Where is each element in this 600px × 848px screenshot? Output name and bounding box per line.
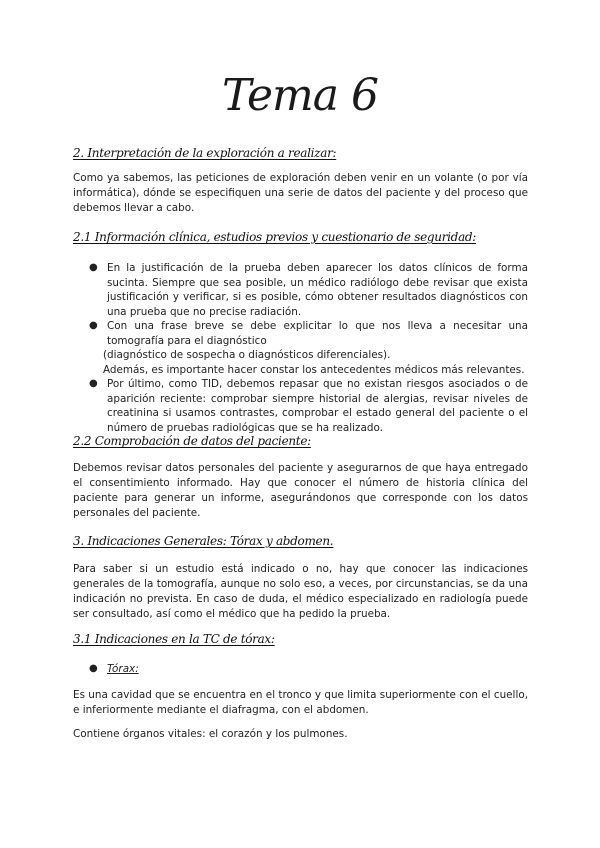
list-item-text: Con una frase breve se debe explicitar lo que nos lleva a necesitar una tomografía para el diagnóstico — [107, 320, 528, 347]
list-item — [73, 662, 528, 677]
section-3-1-paragraph-2: Contiene órganos vitales: el corazón y los pulmones. — [73, 728, 348, 740]
section-3-heading: 3. Indicaciones Generales: Tórax y abdomen. — [73, 534, 334, 548]
bullet-icon: ● — [89, 320, 98, 331]
section-3-1-heading: 3.1 Indicaciones en la TC de tórax: — [73, 632, 275, 646]
list-item — [73, 261, 528, 319]
list-item-text: Tórax: — [107, 663, 139, 675]
section-2-2-paragraph: Debemos revisar datos personales del paciente y asegurarnos de que haya entregado el consentimiento informado. Hay que conocer el número de historia clínica del paciente para generar un informe, asegurándonos que corresponde con los datos personales del paciente. — [73, 462, 528, 519]
section-3-1-bullet-list — [73, 662, 528, 677]
bullet-icon: ● — [89, 663, 98, 674]
list-item-text: Por último, como TID, debemos repasar que no existan riesgos asociados o de aparición reciente: comprobar siempre historial de alergias, revisar niveles de creatinina si usamos contrastes, comprobar el estado general del paciente o el número de pruebas radiológicas que se ha realizado. — [107, 378, 528, 434]
bullet-icon: ● — [89, 378, 98, 389]
list-item-text: Además, es importante hacer constar los antecedentes médicos más relevantes. — [103, 363, 525, 376]
list-item-text: (diagnóstico de sospecha o diagnósticos diferenciales). — [103, 349, 391, 361]
section-3-1-paragraph-1: Es una cavidad que se encuentra en el tronco y que limita superiormente con el cuello, e inferiormente mediante el diafragma, con el abdomen. — [73, 689, 528, 716]
section-2-heading: 2. Interpretación de la exploración a realizar: — [73, 146, 337, 160]
list-item-text: En la justificación de la prueba deben aparecer los datos clínicos de forma sucinta. Siempre que sea posible, un médico radiólogo debe revisar que exista justificación y verificar, si es posible, cómo obtener resultados diagnósticos con una prueba que no precise radiación. — [107, 262, 528, 318]
section-2-paragraph: Como ya sabemos, las peticiones de exploración deben venir en un volante (o por vía informática), dónde se especifiquen una serie de datos del paciente y del proceso que debemos llevar a cabo. — [73, 172, 528, 214]
bullet-icon: ● — [89, 262, 98, 273]
section-3-paragraph: Para saber si un estudio está indicado o no, hay que conocer las indicaciones generales de la tomografía, aunque no solo eso, a veces, por circunstancias, se da una indicación no prevista. En caso de duda, el médico especializado en radiología puede ser consultado, así como el médico que ha pedido la prueba. — [73, 563, 528, 620]
section-2-2-heading: 2.2 Comprobación de datos del paciente: — [73, 434, 311, 448]
list-item — [73, 319, 528, 377]
section-2-1-bullet-list — [73, 261, 528, 435]
page-title: Tema 6 — [222, 70, 378, 121]
list-item — [73, 377, 528, 435]
section-2-1-heading: 2.1 Información clínica, estudios previos y cuestionario de seguridad: — [73, 230, 477, 244]
